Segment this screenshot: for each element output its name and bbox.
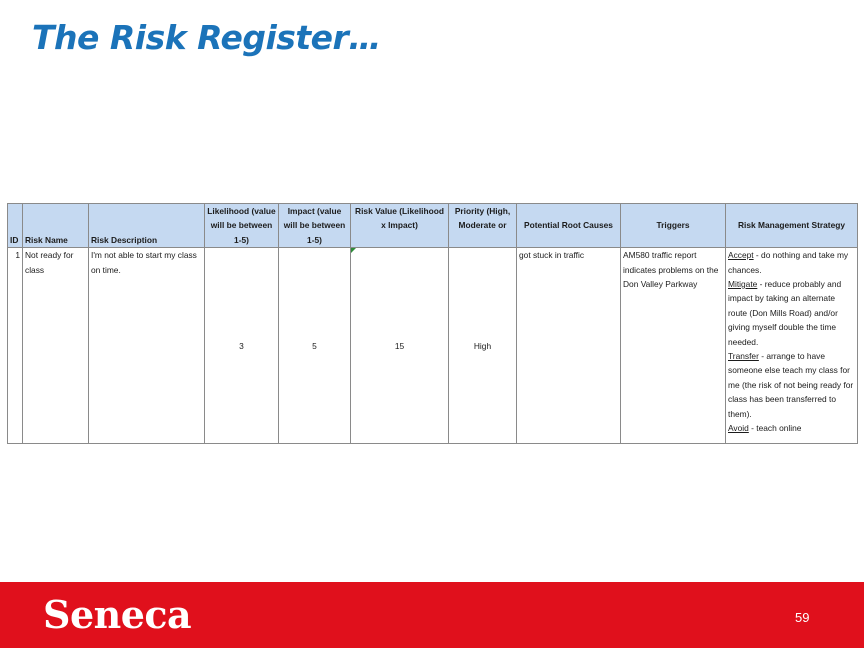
cell-likelihood: 3 <box>205 248 279 444</box>
table-header-row <box>8 204 858 248</box>
cell-root-causes: got stuck in traffic <box>517 248 621 444</box>
cell-risk-value <box>351 248 449 444</box>
strategy-text: - teach online <box>748 423 802 434</box>
cell-risk-name: Not ready for class <box>23 248 89 444</box>
table-row <box>8 248 858 444</box>
cell-strategy <box>726 248 858 444</box>
cell-risk-value-text: 15 <box>394 340 405 351</box>
header-strategy: Risk Management Strategy <box>726 204 858 248</box>
strategy-avoid <box>728 421 855 435</box>
footer-bar <box>0 582 864 648</box>
cell-triggers: AM580 traffic report indicates problems on the Don Valley Parkway <box>621 248 726 444</box>
strategy-term: Accept <box>728 250 754 261</box>
strategy-text: - reduce probably and impact by taking an alternate route (Don Mills Road) and/or giving myself double the time needed. <box>728 279 842 347</box>
strategy-text: - arrange to have someone else teach my class for me (the risk of not being ready for class has been transferred to them). <box>728 351 854 419</box>
strategy-mitigate <box>728 277 855 349</box>
header-likelihood: Likelihood (value will be between 1-5) <box>205 204 279 248</box>
strategy-term: Avoid <box>728 423 749 434</box>
strategy-term: Mitigate <box>728 279 758 290</box>
page-number: 59 <box>795 610 810 625</box>
header-priority: Priority (High, Moderate or <box>454 206 511 231</box>
header-risk-description: Risk Description <box>89 204 205 248</box>
cell-risk-description: I'm not able to start my class on time. <box>89 248 205 444</box>
risk-register-table-wrapper <box>7 203 857 444</box>
corner-marker-icon <box>351 248 356 253</box>
seneca-logo: Seneca <box>43 592 192 637</box>
risk-register-table <box>7 203 858 444</box>
strategy-accept <box>728 248 855 277</box>
cell-id: 1 <box>8 248 23 444</box>
header-id: ID <box>8 204 23 248</box>
header-impact: Impact (value will be between 1-5) <box>279 204 351 248</box>
strategy-term: Transfer <box>728 351 759 362</box>
header-triggers: Triggers <box>621 204 726 248</box>
header-risk-value: Risk Value (Likelihood x Impact) <box>351 204 449 248</box>
header-risk-name: Risk Name <box>23 204 89 248</box>
cell-impact: 5 <box>279 248 351 444</box>
slide-title: The Risk Register… <box>32 18 381 57</box>
strategy-transfer <box>728 349 855 421</box>
header-root-causes: Potential Root Causes <box>517 204 621 248</box>
cell-priority: High <box>449 248 517 444</box>
strategy-text: - do nothing and take my chances. <box>728 250 849 275</box>
